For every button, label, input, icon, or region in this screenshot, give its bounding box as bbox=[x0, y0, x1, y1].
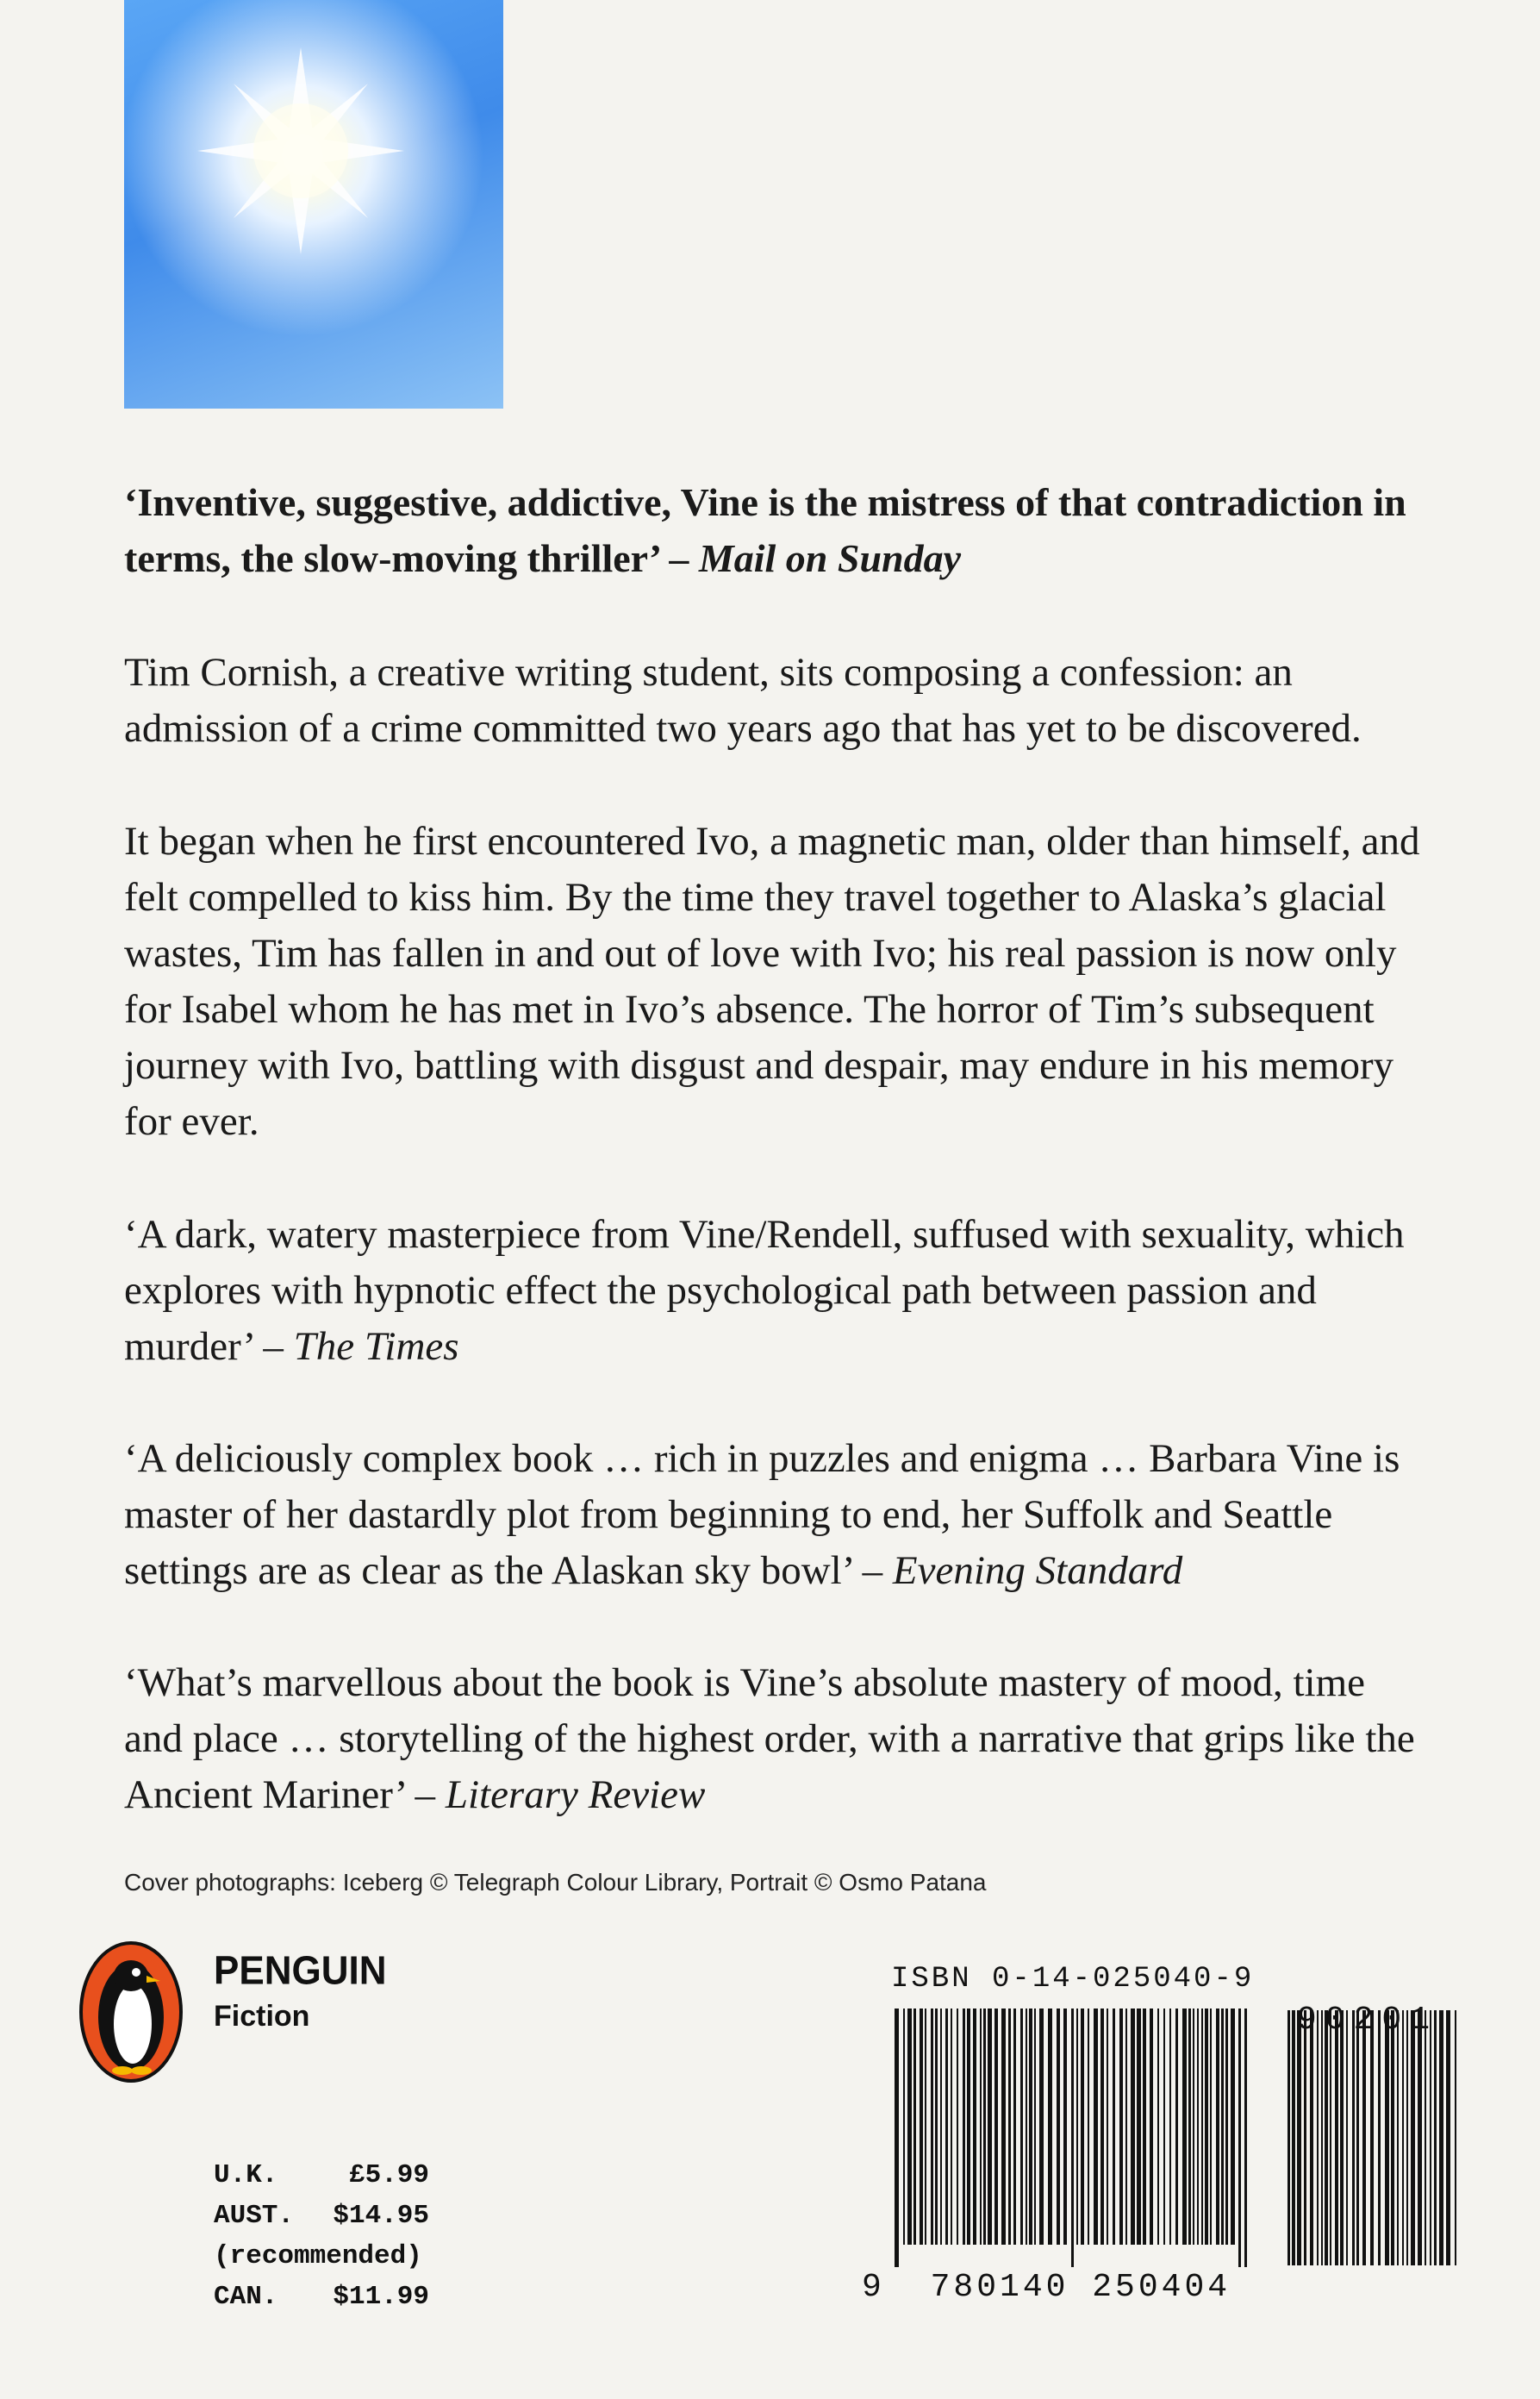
barcode-bar bbox=[1143, 2009, 1146, 2245]
lead-quote bbox=[124, 474, 1425, 586]
barcode-bar bbox=[1137, 2009, 1141, 2245]
barcode-bar bbox=[1020, 2009, 1023, 2245]
barcode-bar bbox=[945, 2009, 948, 2245]
barcode-bar bbox=[1205, 2009, 1208, 2245]
barcode-bar bbox=[1157, 2009, 1159, 2245]
price-value-can: $11.99 bbox=[333, 2282, 429, 2312]
barcode-bar bbox=[1210, 2009, 1212, 2245]
publisher-block bbox=[214, 1950, 386, 2034]
barcode-bar bbox=[925, 2009, 926, 2245]
barcode-bar bbox=[1188, 2009, 1191, 2245]
barcode-bar bbox=[973, 2009, 976, 2245]
barcode-bar bbox=[963, 2009, 965, 2245]
barcode-bar bbox=[1197, 2009, 1199, 2245]
blurb-paragraph-2 bbox=[124, 814, 1425, 1150]
barcode-bar bbox=[967, 2009, 970, 2245]
review-source-2: Evening Standard bbox=[892, 1548, 1183, 1593]
barcode-bar bbox=[1287, 2010, 1290, 2265]
publisher-category: Fiction bbox=[214, 2000, 310, 2033]
review-source-1: The Times bbox=[293, 1324, 459, 1369]
barcode-bar bbox=[1402, 2010, 1404, 2265]
barcode-bar bbox=[1100, 2009, 1104, 2245]
barcode-bar bbox=[1244, 2009, 1247, 2267]
barcode-bar bbox=[1397, 2010, 1399, 2265]
barcode-bar bbox=[980, 2009, 982, 2245]
barcode-bar bbox=[1346, 2010, 1348, 2265]
barcode-bar bbox=[1370, 2010, 1374, 2265]
barcode-bar bbox=[1425, 2010, 1426, 2265]
barcode-bar bbox=[1113, 2009, 1115, 2245]
barcode-bar bbox=[1292, 2010, 1295, 2265]
penguin-logo-icon bbox=[78, 1940, 184, 2084]
price-value-aust: $14.95 bbox=[333, 2201, 429, 2231]
barcode-bar bbox=[1231, 2009, 1235, 2245]
barcode-addon-digits: 90201 bbox=[1297, 2002, 1439, 2039]
review-quote-1 bbox=[124, 1207, 1425, 1375]
review-text-1: ‘A dark, watery masterpiece from Vine/Rendell, suffused with sexuality, which explores with hypnotic effect the psychological path between passion and murder’ – bbox=[124, 1212, 1405, 1369]
isbn-number: ISBN 0-14-025040-9 bbox=[891, 1963, 1255, 1996]
barcode-bar bbox=[1063, 2009, 1067, 2245]
barcode-bar bbox=[1310, 2010, 1313, 2265]
blurb-text-2: It began when he first encountered Ivo, a magnetic man, older than himself, and felt compelled to kiss him. By the time they travel together to Alaska’s glacial wastes, Tim has fallen in and out of love with Ivo; his real passion is now only for Isabel whom he has met in Ivo’s absence. The horror of Tim’s subsequent journey with Ivo, battling with disgust and despair, may endure in his memory for ever. bbox=[124, 819, 1420, 1144]
barcode-bar bbox=[935, 2009, 938, 2245]
barcode-bar bbox=[1340, 2010, 1344, 2265]
barcode-bar bbox=[920, 2009, 923, 2245]
barcode-bar bbox=[1163, 2009, 1165, 2245]
barcode-bar bbox=[1297, 2010, 1301, 2265]
barcode-bar bbox=[1317, 2010, 1319, 2265]
barcode-bar bbox=[1131, 2009, 1135, 2245]
barcode-bar bbox=[1356, 2010, 1359, 2265]
price-label-aust: AUST. bbox=[214, 2201, 295, 2231]
price-list bbox=[214, 2155, 429, 2317]
lead-quote-source: Mail on Sunday bbox=[698, 536, 962, 580]
review-text-2: ‘A deliciously complex book … rich in puzzles and enigma … Barbara Vine is master of her dastardly plot from beginning to end, her Suffolk and Seattle settings are as clear as the Alaskan sky bowl’ – bbox=[124, 1436, 1400, 1593]
barcode-bar bbox=[1125, 2009, 1127, 2245]
barcode-bar bbox=[1430, 2010, 1431, 2265]
barcode-bar bbox=[913, 2009, 916, 2245]
barcode-bar bbox=[903, 2009, 905, 2245]
barcode-bar bbox=[895, 2009, 899, 2267]
barcode-ean-prefix: 9 bbox=[862, 2269, 885, 2306]
barcode-bar bbox=[1169, 2009, 1171, 2245]
barcode-bar bbox=[931, 2009, 933, 2245]
barcode-ean-number: 780140 250404 bbox=[930, 2269, 1231, 2306]
barcode-bar bbox=[1434, 2010, 1437, 2265]
blurb-text-1: Tim Cornish, a creative writing student, sits composing a confession: an admission of a crime committed two years ago that has yet to be discovered. bbox=[124, 650, 1362, 751]
barcode-bar bbox=[1238, 2009, 1241, 2267]
barcode-bar bbox=[1378, 2010, 1381, 2265]
barcode-bar bbox=[1175, 2009, 1178, 2245]
barcode-bar bbox=[1034, 2009, 1036, 2245]
price-label-can: CAN. bbox=[214, 2282, 278, 2312]
review-quote-3 bbox=[124, 1655, 1425, 1823]
barcode-bar bbox=[1076, 2009, 1078, 2245]
barcode-bar bbox=[1304, 2010, 1306, 2265]
barcode-bar bbox=[1335, 2010, 1338, 2265]
price-row-aust bbox=[214, 2196, 429, 2236]
price-recommended: (recommended) bbox=[214, 2241, 422, 2271]
barcode-bar bbox=[1107, 2009, 1108, 2245]
barcode-bar bbox=[1119, 2009, 1123, 2245]
barcode-bar bbox=[1216, 2009, 1219, 2245]
price-label-uk: U.K. bbox=[214, 2160, 278, 2190]
barcode-ean-digits bbox=[862, 2269, 1231, 2306]
barcode-bar bbox=[1150, 2009, 1153, 2245]
barcode-bar bbox=[1088, 2009, 1089, 2245]
barcode-bar bbox=[1225, 2009, 1228, 2245]
barcode-bar bbox=[1439, 2010, 1443, 2265]
cover-photo-star bbox=[124, 0, 503, 409]
barcode-addon bbox=[1284, 2010, 1465, 2270]
barcode-bar bbox=[988, 2009, 992, 2245]
barcode-bar bbox=[1029, 2009, 1032, 2245]
barcode-bar bbox=[1001, 2009, 1006, 2245]
barcode-bar bbox=[1048, 2009, 1052, 2245]
barcode-bar bbox=[1013, 2009, 1016, 2245]
price-row-can bbox=[214, 2277, 429, 2317]
cover-credits: Cover photographs: Iceberg © Telegraph Colour Library, Portrait © Osmo Patana bbox=[124, 1869, 987, 1896]
barcode-bar bbox=[1321, 2010, 1323, 2265]
barcode-bar bbox=[1362, 2010, 1366, 2265]
barcode-bar bbox=[983, 2009, 986, 2245]
barcode-bar bbox=[1411, 2010, 1415, 2265]
barcode-bar bbox=[1385, 2010, 1389, 2265]
barcode-bar bbox=[940, 2009, 942, 2245]
barcode-bar bbox=[1182, 2009, 1187, 2245]
review-text-3: ‘What’s marvellous about the book is Vine’s absolute mastery of mood, time and place … storytelling of the highest order, with a narrative that grips like the Ancient Mariner’ – bbox=[124, 1660, 1415, 1817]
barcode-bar bbox=[1193, 2009, 1194, 2245]
barcode-bar bbox=[1039, 2009, 1044, 2245]
barcode-bar bbox=[1094, 2009, 1098, 2245]
barcode-bar bbox=[1352, 2010, 1355, 2265]
barcode-bar bbox=[907, 2009, 912, 2245]
barcode-bar bbox=[994, 2009, 998, 2245]
price-value-uk: £5.99 bbox=[348, 2160, 429, 2190]
lead-quote-text: ‘Inventive, suggestive, addictive, Vine is the mistress of that contradiction in terms, the slow-moving thriller’ – bbox=[124, 480, 1406, 580]
barcode-bar bbox=[1455, 2010, 1456, 2265]
barcode-bar bbox=[1418, 2010, 1422, 2265]
barcode-bar bbox=[1221, 2009, 1224, 2245]
barcode-bar bbox=[1325, 2010, 1328, 2265]
barcode-ean bbox=[891, 2009, 1253, 2271]
barcode-bar bbox=[1081, 2009, 1084, 2245]
barcode-bar bbox=[1406, 2010, 1408, 2265]
barcode-bar bbox=[1201, 2009, 1203, 2245]
barcode-bar bbox=[1446, 2010, 1450, 2265]
review-source-3: Literary Review bbox=[445, 1772, 706, 1817]
publisher-name: PENGUIN bbox=[214, 1948, 387, 1994]
barcode-bar bbox=[1391, 2010, 1394, 2265]
price-row-uk bbox=[214, 2155, 429, 2196]
barcode-bar bbox=[1008, 2009, 1011, 2245]
barcode-bar bbox=[1330, 2010, 1331, 2265]
barcode-bar bbox=[951, 2009, 952, 2245]
barcode-bar bbox=[957, 2009, 958, 2245]
barcode-bar bbox=[1057, 2009, 1060, 2245]
blurb-paragraph-1 bbox=[124, 645, 1425, 757]
review-quote-2 bbox=[124, 1431, 1425, 1599]
barcode-bar bbox=[1071, 2009, 1074, 2267]
barcode-bar bbox=[1026, 2009, 1027, 2245]
